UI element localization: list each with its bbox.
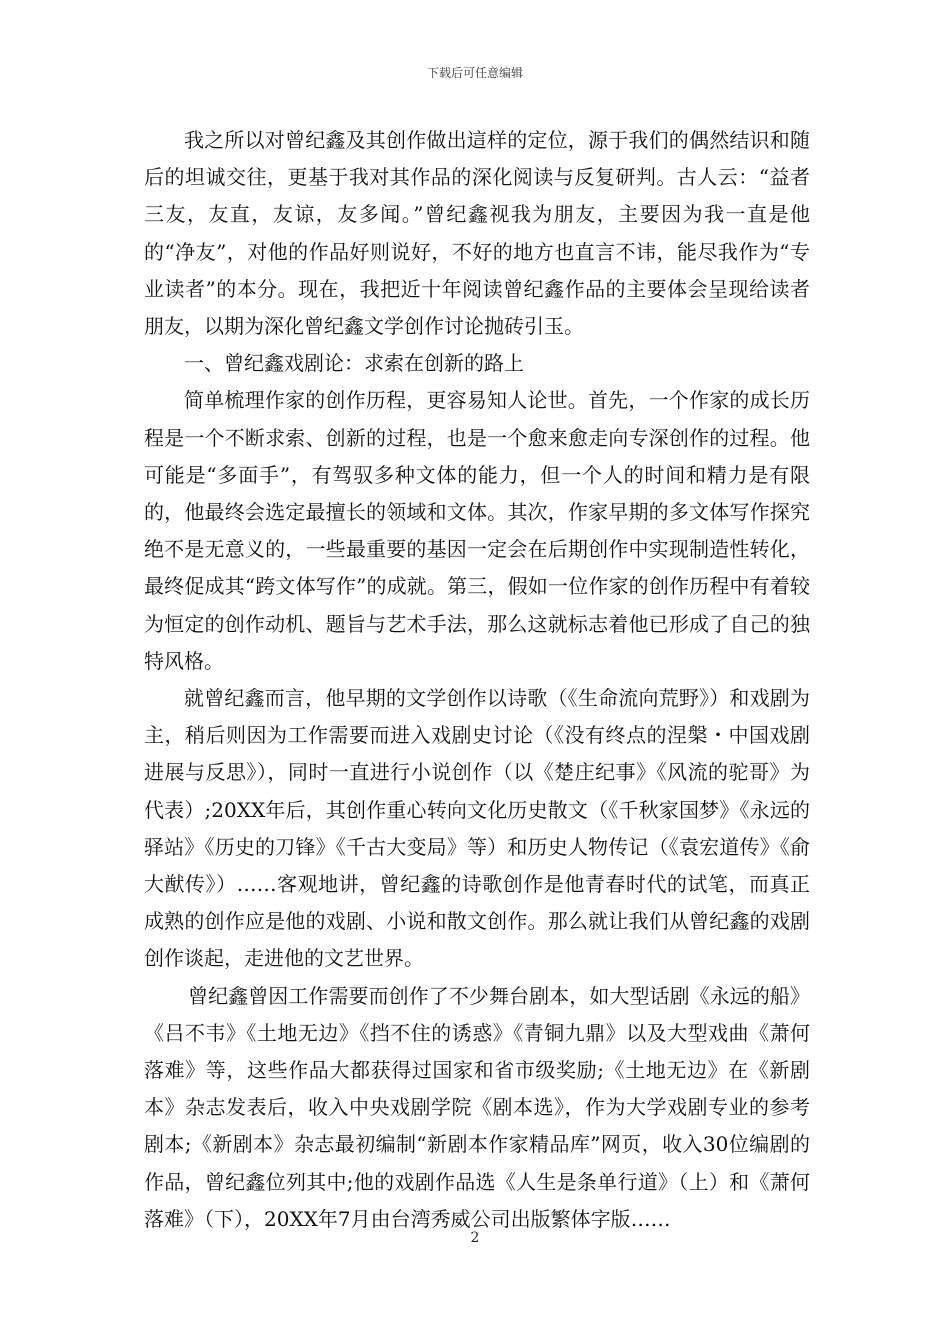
paragraph-intro: 我之所以对曾纪鑫及其创作做出這样的定位，源于我们的偶然结识和随后的坦诚交往，更基于我对其作品的深化阅读与反复研判。古人云：“益者三友，友直，友谅，友多闻。”曾纪鑫视我为朋友，主要因为我一直是他的“净友”，对他的作品好则说好，不好的地方也直言不讳，能尽我作为“专业读者”的本分。现在，我把近十年阅读曾纪鑫作品的主要体会呈现给读者朋友，以期为深化曾纪鑫文学创作讨论抛砖引玉。: [144, 128, 810, 339]
page-number: 2: [470, 1230, 480, 1246]
paragraph-creative-history: 简单梳理作家的创作历程，更容易知人论世。首先，一个作家的成长历程是一个不断求索、创新的过程，也是一个愈来愈走向专深创作的过程。他可能是“多面手”，有驾驭多种文体的能力，但一个人的时间和精力是有限的，他最终会选定最擅长的领域和文体。其次，作家早期的多文体写作探究绝不是无意义的，一些最重要的基因一定会在后期创作中实现制造性转化，最终促成其“跨文体写作”的成就。第三，假如一位作家的创作历程中有着较为恒定的创作动机、题旨与艺术手法，那么这就标志着他已形成了自己的独特风格。: [144, 388, 810, 673]
section-heading: 一、曾纪鑫戏剧论：求索在创新的路上: [184, 351, 524, 376]
paragraph-drama-works: 曾纪鑫曾因工作需要而创作了不少舞台剧本，如大型话剧《永远的船》《吕不韦》《土地无边》《挡不住的诱惑》《青铜九鼎》以及大型戏曲《萧何落难》等，这些作品大都获得过国家和省市级奖励;《土地无边》在《新剧本》杂志发表后，收入中央戏剧学院《剧本选》，作为大学戏剧专业的参考剧本;《新剧本》杂志最初编制“新剧本作家精品库”网页，收入30位编剧的作品，曾纪鑫位列其中;他的戏剧作品选《人生是条单行道》（上）和《萧何落难》（下），20XX年7月由台湾秀威公司出版繁体字版……: [144, 983, 810, 1231]
document-body: [144, 122, 810, 1238]
paragraph-works-overview: 就曾纪鑫而言，他早期的文学创作以诗歌（《生命流向荒野》）和戏剧为主，稍后则因为工作需要而进入戏剧史讨论（《没有终点的涅槃・中国戏剧进展与反思》），同时一直进行小说创作（以《楚庄纪事》《风流的驼哥》为代表）;20XX年后，其创作重心转向文化历史散文（《千秋家国梦》《永远的驿站》《历史的刀锋》《千古大变局》等）和历史人物传记（《袁宏道传》《俞大猷传》）……客观地讲，曾纪鑫的诗歌创作是他青春时代的试笔，而真正成熟的创作应是他的戏剧、小说和散文创作。那么就让我们从曾纪鑫的戏剧创作谈起，走进他的文艺世界。: [144, 686, 810, 971]
page-header: 下载后可任意编辑: [426, 66, 523, 80]
